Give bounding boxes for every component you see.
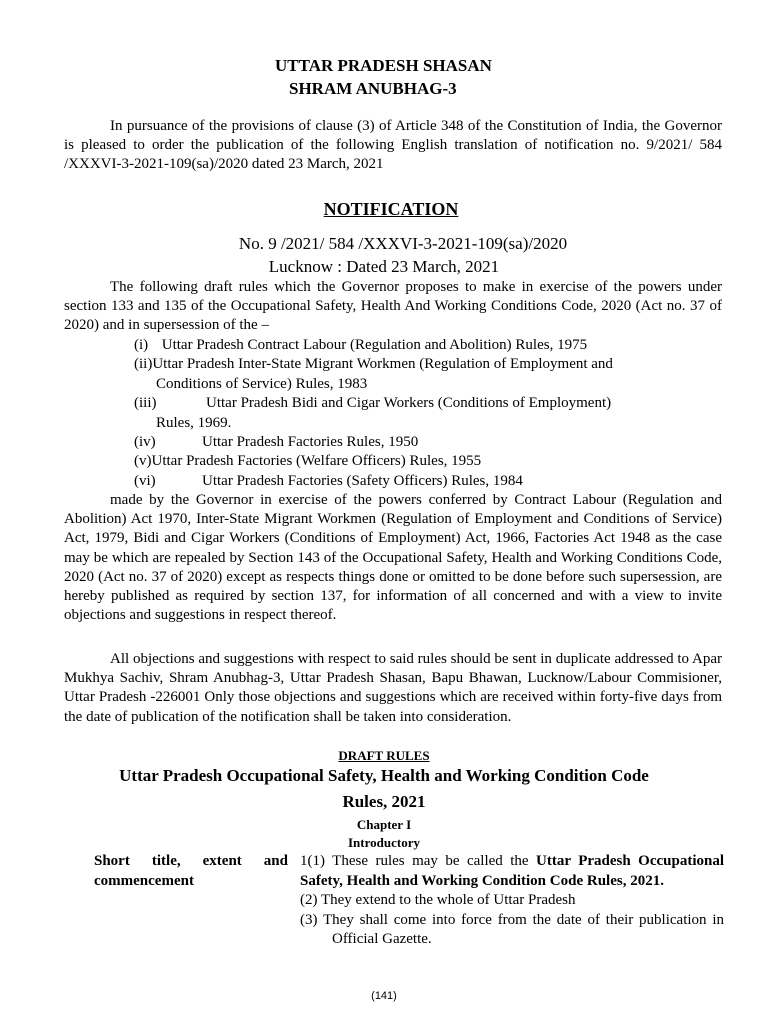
draft-paragraph xyxy=(64,278,722,336)
list-item xyxy=(134,452,722,471)
notification-title: NOTIFICATION xyxy=(323,199,459,219)
header-line-1: UTTAR PRADESH SHASAN xyxy=(275,56,492,75)
list-item-number: (iv) xyxy=(134,434,156,451)
made-paragraph-text: made by the Governor in exercise of the powers conferred by Contract Labour (Regulation and Abolition) Act 1970, Inter-State Migrant Workmen (Regulation of Employment and Conditions of Service) Act, 1979, Bidi and Cigar Workers (Conditions of Employment) Act, 1966, Factories Act 1948 as the case may be which are repealed by Section 143 of the Occupational Safety, Health and Working Conditions Code, 2020 (Act no. 37 of 2020) except as respects things done or omitted to be done before such supersession, are hereby published as required by section 137, for information of all concerned and with a view to invite objections and suggestions in respect thereof. xyxy=(64,492,722,624)
notification-number: No. 9 /2021/ 584 /XXXVI-3-2021-109(sa)/2020 xyxy=(238,234,568,253)
rule-1-text: 1(1) These rules may be called the xyxy=(300,853,537,869)
intro-paragraph xyxy=(64,117,722,175)
rule-3: (3) They shall come into force from the date of their publication in Official Gazette. xyxy=(300,911,724,948)
list-item-text: Uttar Pradesh Factories Rules, 1950 xyxy=(202,434,419,451)
draft-rules-title-line-2: Rules, 2021 xyxy=(342,792,426,811)
list-item-text: Uttar Pradesh Inter-State Migrant Workmen (Regulation of Employment and xyxy=(152,356,613,373)
chapter-label: Chapter I xyxy=(356,817,412,832)
list-item-number: (v) xyxy=(134,453,152,470)
objections-paragraph xyxy=(64,650,722,727)
draft-paragraph-text: The following draft rules which the Governor proposes to make in exercise of the powers under section 133 and 135 of the Occupational Safety, Health And Working Conditions Code, 2020 (Act no. 37 of 2020) and in supersession of the – xyxy=(64,279,722,334)
made-paragraph xyxy=(64,491,722,625)
objections-paragraph-text: All objections and suggestions with respect to said rules should be sent in duplicate addressed to Apar Mukhya Sachiv, Shram Anubhag-3, Uttar Pradesh Shasan, Bapu Bhawan, Lucknow/Labour Commisioner, Uttar Pradesh -226001 Only those objections and suggestions which are received within forty-five days from the date of publication of the notification shall be taken into consideration. xyxy=(64,651,722,725)
list-item-number: (vi) xyxy=(134,472,156,489)
header-line-2: SHRAM ANUBHAG-3 xyxy=(289,79,457,98)
list-item-number: (i) xyxy=(134,337,149,353)
section-side-heading: Short title, extent and commencement xyxy=(94,853,288,889)
section-1-rules xyxy=(300,852,724,950)
intro-text: In pursuance of the provisions of clause (3) of Article 348 of the Constitution of India, the Governor is pleased to order the publication of the following English translation of notification no. 9/2021/ 584 /XXXVI-3-2021-109(sa)/2020 dated 23 March, 2021 xyxy=(64,118,722,173)
list-item-continuation: Rules, 1969. xyxy=(156,414,232,431)
rule-1 xyxy=(300,852,724,891)
list-item-text: Uttar Pradesh Factories (Welfare Officers) Rules, 1955 xyxy=(151,453,482,470)
list-item xyxy=(134,355,722,394)
list-item-text: Uttar Pradesh Factories (Safety Officers) Rules, 1984 xyxy=(202,472,523,489)
list-item xyxy=(134,336,722,355)
list-item-number: (ii) xyxy=(134,356,153,373)
rule-2: (2) They extend to the whole of Uttar Pradesh xyxy=(300,892,576,909)
notification-place-date: Lucknow : Dated 23 March, 2021 xyxy=(268,257,500,276)
draft-rules-label: DRAFT RULES xyxy=(338,748,430,763)
page-number: (141) xyxy=(371,990,397,1002)
rule-1-title: Uttar Pradesh Occupational Safety, Health and Working Condition Code Rules, 2021. xyxy=(300,853,724,889)
list-item-continuation: Conditions of Service) Rules, 1983 xyxy=(156,375,368,392)
repealed-rules-list xyxy=(134,336,722,491)
list-item xyxy=(134,433,722,452)
draft-rules-title-line-1: Uttar Pradesh Occupational Safety, Health and Working Condition Code xyxy=(119,766,649,785)
list-item-text: Uttar Pradesh Bidi and Cigar Workers (Conditions of Employment) xyxy=(206,395,612,412)
list-item-text: Uttar Pradesh Contract Labour (Regulation and Abolition) Rules, 1975 xyxy=(161,337,588,353)
chapter-title: Introductory xyxy=(348,835,420,850)
list-item-number: (iii) xyxy=(134,395,157,412)
list-item xyxy=(134,472,722,491)
list-item xyxy=(134,394,722,433)
